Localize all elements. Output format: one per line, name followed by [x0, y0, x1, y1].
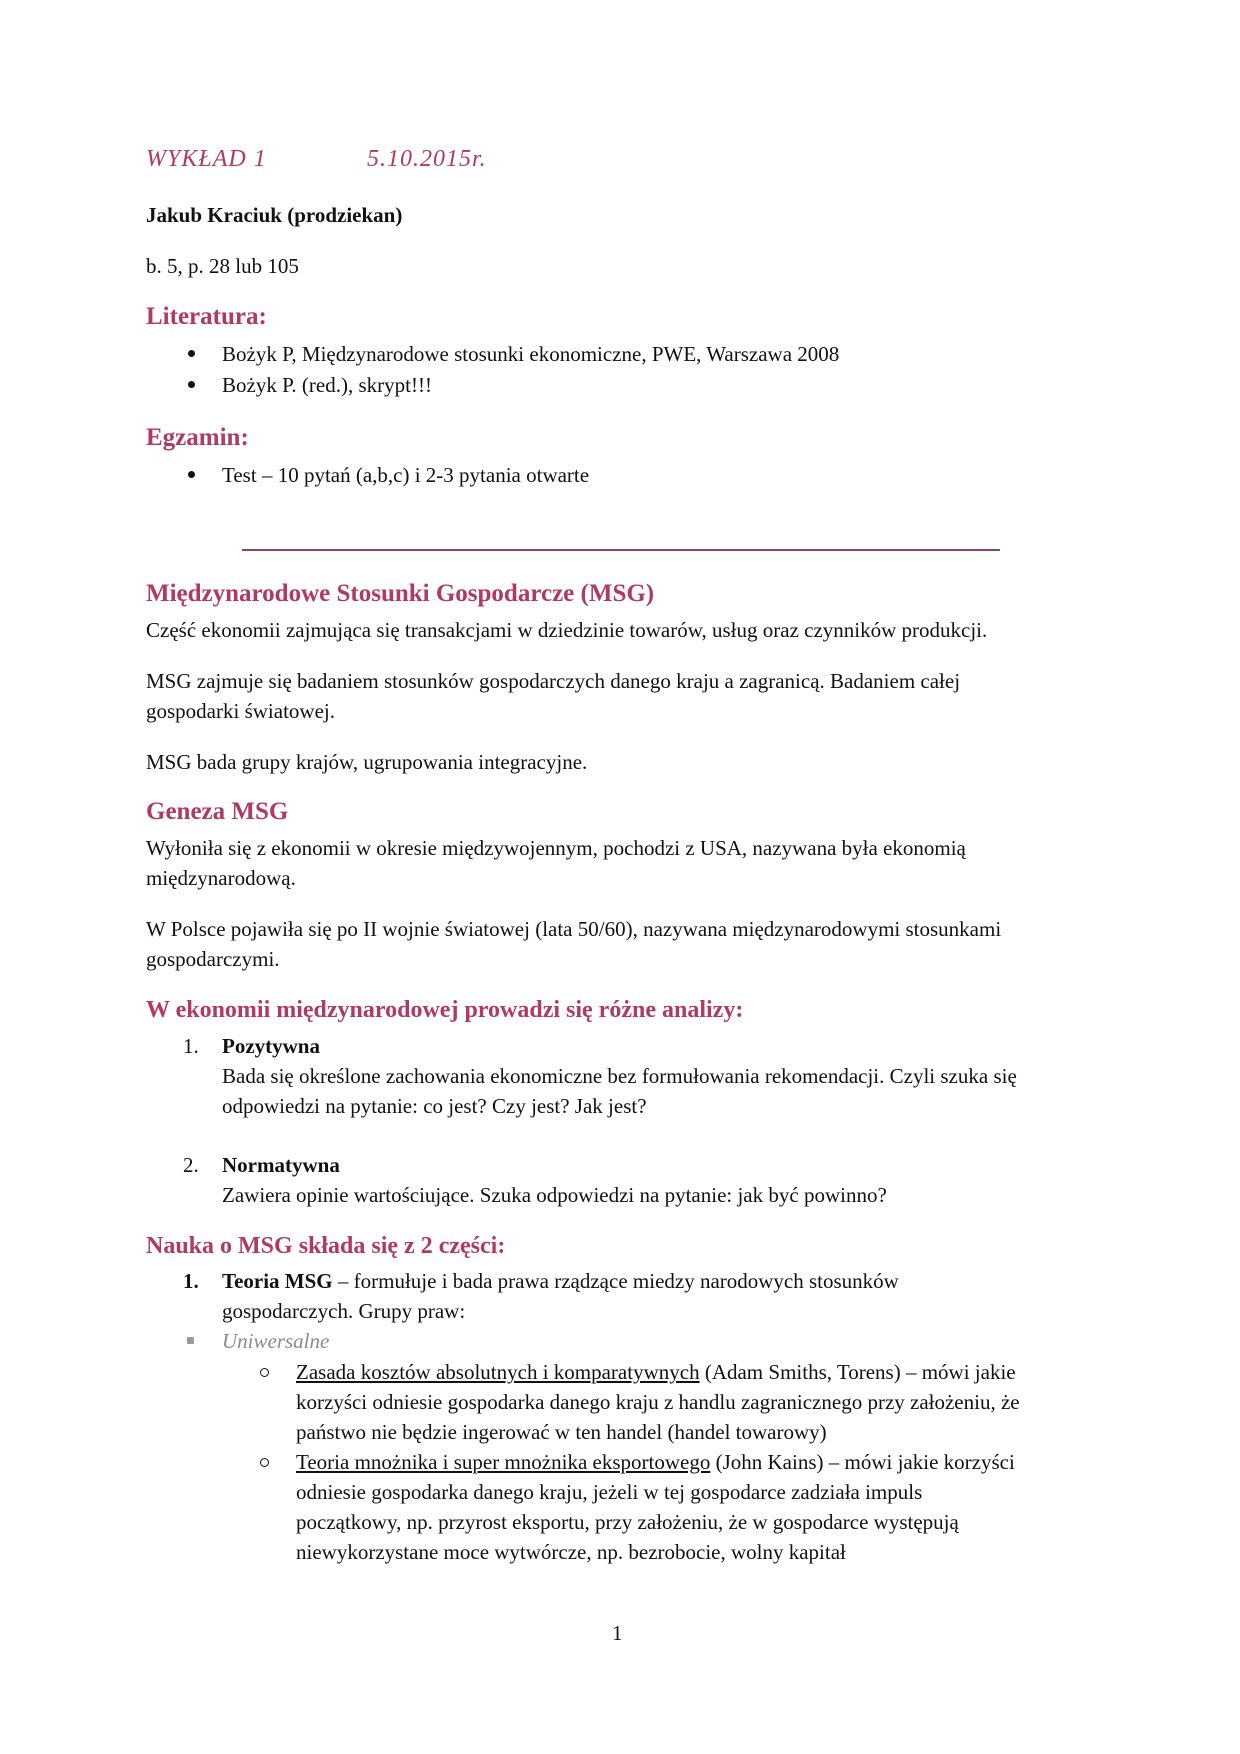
geneza-paragraph-1-line-2: międzynarodową.: [146, 866, 296, 890]
subitem-1-desc: (Adam Smiths, Torens) – mówi jakie: [699, 1360, 1016, 1384]
heading-literatura: Literatura:: [146, 303, 267, 330]
subitem-2-line-1: [296, 1447, 1015, 1477]
geneza-paragraph-2-line-2: gospodarczymi.: [146, 947, 280, 971]
bullet-icon: [188, 350, 195, 357]
msg-paragraph-3: MSG bada grupy krajów, ugrupowania integracyjne.: [146, 750, 588, 774]
exam-item: Test – 10 pytań (a,b,c) i 2-3 pytania otwarte: [222, 463, 590, 487]
bullet-icon: [188, 471, 195, 478]
circle-bullet-icon: [260, 1368, 269, 1377]
heading-geneza: Geneza MSG: [146, 798, 289, 825]
lecture-date: 5.10.2015r.: [367, 146, 487, 172]
lecturer-name: Jakub Kraciuk (prodziekan): [146, 203, 403, 227]
analysis-title-pozytywna: Pozytywna: [222, 1034, 320, 1058]
subitem-1-title: Zasada kosztów absolutnych i komparatywnych: [296, 1360, 700, 1384]
subitem-1-line-2: korzyści odniesie gospodarka danego kraju z handlu zagranicznego przy założeniu, że: [296, 1390, 1020, 1414]
teoria-msg-desc: – formułuje i bada prawa rządzące miedzy narodowych stosunków: [332, 1269, 899, 1293]
teoria-msg-line-2: gospodarczych. Grupy praw:: [222, 1299, 466, 1323]
msg-paragraph-2-line-1: MSG zajmuje się badaniem stosunków gospodarczych danego kraju a zagranicą. Badaniem całej: [146, 669, 961, 693]
subitem-1-line-1: [296, 1357, 1016, 1387]
list-number: 1.: [183, 1269, 199, 1293]
subitem-2-title: Teoria mnożnika i super mnożnika eksportowego: [296, 1450, 711, 1474]
subitem-2-line-2: odniesie gospodarka danego kraju, jeżeli w tej gospodarce zadziała impuls: [296, 1480, 923, 1504]
literature-item: Bożyk P. (red.), skrypt!!!: [222, 373, 432, 397]
heading-nauka: Nauka o MSG składa się z 2 części:: [146, 1233, 506, 1259]
subitem-1-line-3: państwo nie będzie ingerować w ten handel (handel towarowy): [296, 1420, 827, 1444]
analysis-desc-line: Zawiera opinie wartościujące. Szuka odpowiedzi na pytanie: jak być powinno?: [222, 1183, 887, 1207]
geneza-paragraph-2-line-1: W Polsce pojawiła się po II wojnie światowej (lata 50/60), nazywana międzynarodowymi stosunkami: [146, 917, 1002, 941]
analysis-desc-line: Bada się określone zachowania ekonomiczne bez formułowania rekomendacji. Czyli szuka się: [222, 1064, 1017, 1088]
list-number: 1.: [183, 1034, 199, 1058]
heading-msg: Międzynarodowe Stosunki Gospodarcze (MSG): [146, 580, 655, 607]
list-number: 2.: [183, 1153, 199, 1177]
literature-item: Bożyk P, Międzynarodowe stosunki ekonomiczne, PWE, Warszawa 2008: [222, 342, 840, 366]
msg-paragraph-1: Część ekonomii zajmująca się transakcjami w dziedzinie towarów, usług oraz czynników produkcji.: [146, 618, 988, 642]
subitem-2-line-4: niewykorzystane moce wytwórcze, np. bezrobocie, wolny kapitał: [296, 1540, 846, 1564]
group-label-uniwersalne: Uniwersalne: [222, 1329, 330, 1353]
page-number: 1: [612, 1621, 623, 1645]
subitem-2-line-3: początkowy, np. przyrost eksportu, przy założeniu, że w gospodarce występują: [296, 1510, 959, 1534]
section-divider: [242, 549, 1000, 551]
analysis-desc-line: odpowiedzi na pytanie: co jest? Czy jest? Jak jest?: [222, 1094, 647, 1118]
bullet-icon: [188, 381, 195, 388]
msg-paragraph-2-line-2: gospodarki światowej.: [146, 699, 335, 723]
lecture-label: WYKŁAD 1: [146, 146, 267, 172]
teoria-msg-line-1: [222, 1266, 899, 1296]
circle-bullet-icon: [260, 1458, 269, 1467]
geneza-paragraph-1-line-1: Wyłoniła się z ekonomii w okresie międzywojennym, pochodzi z USA, nazywana była ekonomią: [146, 836, 966, 860]
teoria-msg-title: Teoria MSG: [222, 1269, 333, 1293]
office-info: b. 5, p. 28 lub 105: [146, 254, 299, 278]
square-bullet-icon: [187, 1337, 194, 1344]
heading-analizy: W ekonomii międzynarodowej prowadzi się różne analizy:: [146, 997, 744, 1023]
subitem-2-desc: (John Kains) – mówi jakie korzyści: [710, 1450, 1015, 1474]
heading-egzamin: Egzamin:: [146, 424, 249, 451]
analysis-title-normatywna: Normatywna: [222, 1153, 340, 1177]
